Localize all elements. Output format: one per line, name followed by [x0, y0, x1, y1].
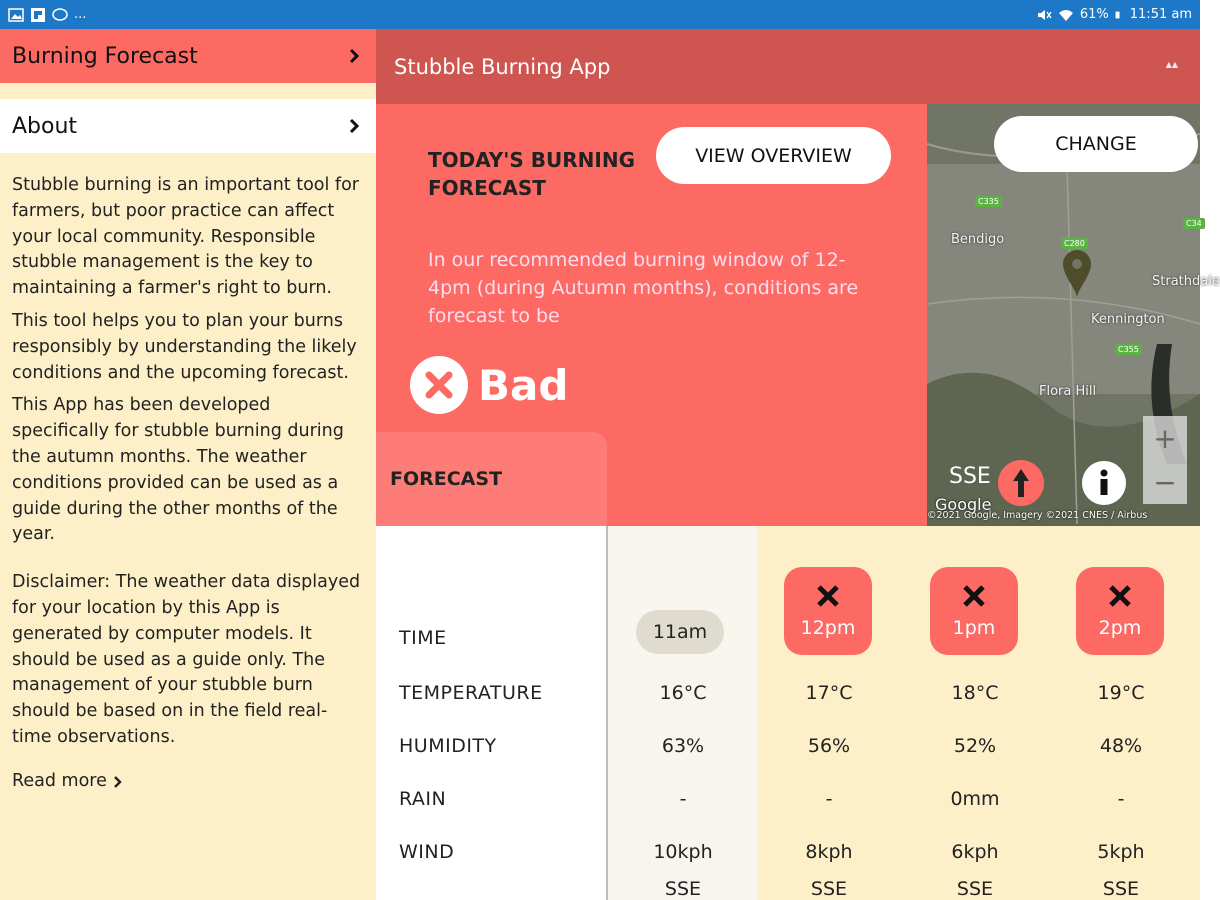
road-marker: C355 — [1115, 344, 1142, 355]
battery-icon — [1115, 8, 1124, 22]
humidity-value: 56% — [807, 735, 851, 757]
system-status-bar — [0, 0, 1200, 29]
map-label: Bendigo — [951, 232, 1005, 247]
chevron-right-icon — [344, 46, 364, 66]
status-label: Bad — [478, 360, 569, 410]
close-icon — [1107, 583, 1133, 609]
mute-icon — [1036, 8, 1052, 22]
wind-value: 5kph — [1097, 841, 1145, 863]
forecast-title: TODAY'S BURNING FORECAST — [428, 148, 636, 200]
wifi-icon — [1058, 8, 1074, 22]
about-paragraph: Stubble burning is an important tool for farmers, but poor practice can affect your local community. Responsible stubble management is the key to maintaining a farmer's right to burn. — [12, 175, 359, 299]
sidebar-item-about[interactable] — [0, 99, 376, 153]
row-label-rain: RAIN — [399, 788, 447, 810]
wind-value: 8kph — [805, 841, 853, 863]
disclaimer-paragraph: Disclaimer: The weather data displayed for your location by this App is generated by computer models. It should be used as a guide only. The management of your stubble burn should be based on in the field real-time observations. — [12, 572, 361, 747]
wind-arrow-icon — [997, 459, 1045, 507]
temperature-value: 18°C — [951, 682, 999, 704]
sidebar-item-label: About — [12, 113, 78, 139]
forecast-status — [410, 356, 568, 414]
time-label — [636, 610, 724, 654]
wind-direction-value: SSE — [956, 878, 994, 900]
app-title: Stubble Burning App — [394, 54, 611, 79]
zoom-in-button[interactable]: + — [1153, 421, 1177, 455]
notification-more: ... — [74, 7, 87, 22]
bad-hour-badge — [930, 567, 1018, 655]
temperature-value: 17°C — [805, 682, 853, 704]
clock: 11:51 am — [1129, 7, 1192, 22]
info-icon[interactable] — [1081, 460, 1127, 506]
sidebar-item-label: Burning Forecast — [12, 43, 198, 69]
temperature-value: 19°C — [1097, 682, 1145, 704]
location-map[interactable] — [927, 104, 1220, 526]
chevron-right-icon — [344, 116, 364, 136]
time-text: 12pm — [800, 617, 856, 639]
humidity-value: 63% — [661, 735, 705, 757]
map-label: Strathdale — [1152, 274, 1220, 289]
sidebar — [0, 29, 376, 900]
google-logo: Google — [935, 495, 992, 514]
forecast-column — [1048, 526, 1194, 900]
bad-hour-badge — [784, 567, 872, 655]
view-overview-button[interactable]: VIEW OVERVIEW — [656, 127, 891, 184]
humidity-value: 52% — [953, 735, 997, 757]
sidebar-item-burning-forecast[interactable] — [0, 29, 376, 83]
wind-direction-value: SSE — [810, 878, 848, 900]
road-marker: C280 — [1061, 238, 1088, 249]
zoom-out-button[interactable]: − — [1153, 465, 1177, 499]
humidity-value: 48% — [1099, 735, 1143, 757]
time-text: 11am — [652, 621, 708, 643]
bad-hour-badge — [1076, 567, 1164, 655]
time-text: 1pm — [952, 617, 996, 639]
image-icon — [8, 8, 24, 22]
road-marker: C34 — [1183, 218, 1205, 229]
rain-value: 0mm — [950, 788, 1000, 810]
tab-label: FORECAST — [390, 468, 503, 490]
forecast-column — [902, 526, 1048, 900]
row-label-time: TIME — [399, 627, 447, 649]
about-paragraph: This tool helps you to plan your burns responsibly by understanding the likely conditions and the upcoming forecast. — [12, 310, 357, 383]
app-header — [376, 29, 1200, 104]
wind-direction-value: SSE — [1102, 878, 1140, 900]
zoom-controls — [1143, 416, 1187, 504]
road-marker: C335 — [975, 196, 1002, 207]
close-icon — [961, 583, 987, 609]
hourly-forecast-table — [376, 526, 1200, 900]
x-circle-icon — [410, 356, 468, 414]
close-icon — [815, 583, 841, 609]
burning-window-text: In our recommended burning window of 12-4pm (during Autumn months), conditions are forecast to be — [428, 249, 859, 327]
wind-direction: SSE — [949, 464, 991, 489]
rain-value: - — [1117, 788, 1125, 810]
map-label: Kennington — [1091, 312, 1165, 327]
change-location-button[interactable]: CHANGE — [994, 116, 1198, 172]
battery-level: 61% — [1079, 7, 1109, 22]
row-label-temperature: TEMPERATURE — [399, 682, 543, 704]
map-label: Flora Hill — [1039, 384, 1097, 399]
burning-forecast-panel — [376, 104, 927, 526]
message-icon — [52, 8, 68, 22]
map-attribution: ©2021 Google, Imagery ©2021 CNES / Airbus — [927, 510, 1148, 521]
forecast-column — [610, 526, 756, 900]
about-text — [0, 153, 376, 795]
read-more-link[interactable] — [12, 769, 364, 795]
rain-value: - — [679, 788, 687, 810]
chevron-right-icon — [113, 775, 123, 789]
row-label-wind: WIND — [399, 841, 455, 863]
forecast-column — [756, 526, 902, 900]
temperature-value: 16°C — [659, 682, 707, 704]
read-more-label: Read more — [12, 770, 107, 791]
about-paragraph: This App has been developed specifically for stubble burning during the autumn months. The weather conditions provided can be used as a guide during the other months of the year. — [12, 395, 344, 545]
wind-value: 6kph — [951, 841, 999, 863]
row-labels — [376, 526, 608, 900]
wind-value: 10kph — [653, 841, 713, 863]
row-label-humidity: HUMIDITY — [399, 735, 497, 757]
logo-icon: ▲▲ — [1165, 60, 1178, 69]
time-text: 2pm — [1098, 617, 1142, 639]
flipboard-icon — [30, 8, 46, 22]
rain-value: - — [825, 788, 833, 810]
tab-forecast[interactable] — [376, 432, 607, 526]
wind-direction-value: SSE — [664, 878, 702, 900]
